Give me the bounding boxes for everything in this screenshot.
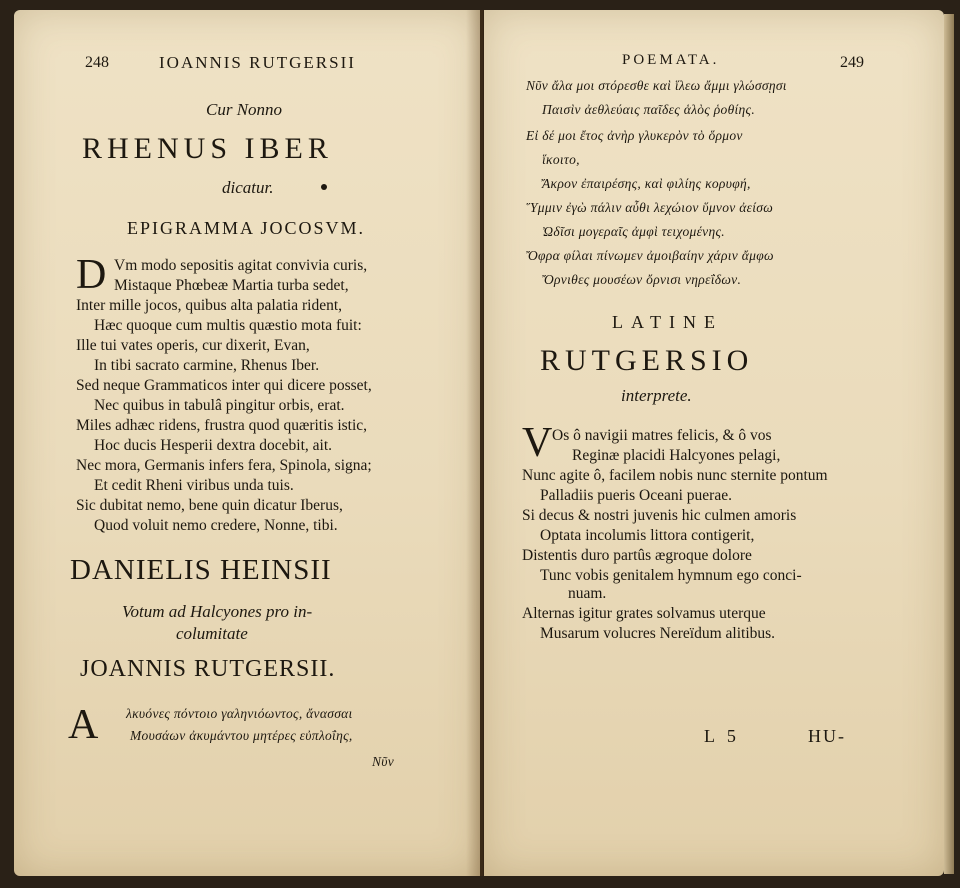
rutgersio-heading: RUTGERSIO xyxy=(540,344,754,377)
verse-line: Alternas igitur grates solvamus uterque xyxy=(522,605,766,622)
greek-line: Ὕμμιν ἐγὼ πάλιν αὖθι λεχώιον ὕμνον ἀείσω xyxy=(526,200,774,215)
greek-line: Ὄφρα φίλαι πίνωμεν ἀμοιβαίην χάριν ἄμφω xyxy=(526,248,774,263)
verse-line: Miles adhæc ridens, frustra quod quæritis istic, xyxy=(76,417,368,434)
greek-drop-cap: A xyxy=(68,702,99,748)
verse-line: Optata incolumis littora contigerit, xyxy=(540,527,755,544)
votum-line-1: Votum ad Halcyones pro in- xyxy=(122,602,313,621)
catchword: HU- xyxy=(808,726,846,746)
votum-line-2: columitate xyxy=(176,624,248,643)
verse-line: Nunc agite ô, facilem nobis nunc sternite pontum xyxy=(522,467,828,484)
greek-line: Νῦν ἄλα μοι στόρεσθε καὶ ἵλεω ἄμμι γλώσσῃσι xyxy=(526,78,787,93)
verse-line: Hæc quoque cum multis quæstio mota fuit: xyxy=(94,317,362,334)
verse-line: Musarum volucres Nereïdum alitibus. xyxy=(540,625,776,642)
running-head: IOANNIS RUTGERSII xyxy=(159,53,356,72)
greek-line: Ὄρνιθες μουσέων ὄρνισι νηρεΐδων. xyxy=(542,272,742,287)
catchword: Νῦν xyxy=(372,754,395,769)
verse-line: Sed neque Grammaticos inter qui dicere posset, xyxy=(76,377,372,394)
verse-line: Distentis duro partûs ægroque dolore xyxy=(522,547,752,564)
author-heading: DANIELIS HEINSII xyxy=(70,554,332,586)
verse-line: Mistaque Phœbeæ Martia turba sedet, xyxy=(114,277,349,294)
verse-line: Si decus & nostri juvenis hic culmen amoris xyxy=(522,507,797,524)
verse-line: Nec quibus in tabulâ pingitur orbis, erat. xyxy=(94,397,345,414)
greek-line: Μουσάων ἀκυμάντου μητέρες εὐπλοΐης, xyxy=(130,728,353,743)
verse-line: Palladiis pueris Oceani puerae. xyxy=(540,487,732,504)
left-page xyxy=(14,10,480,876)
page-number: 248 xyxy=(85,54,109,71)
verse-line: Nec mora, Germanis infers fera, Spinola, signa; xyxy=(76,457,372,474)
greek-line: Ἄκρον ἐπαιρέσης, καὶ φιλίης κορυφή, xyxy=(542,176,751,191)
drop-cap: V xyxy=(522,420,553,466)
greek-line: Παισὶν ἀεθλεύαις παῖδες ἁλὸς ῥοθίης. xyxy=(542,102,755,117)
interprete-line: interprete. xyxy=(621,386,692,405)
latine-heading: LATINE xyxy=(612,312,723,332)
verse-line: nuam. xyxy=(568,585,607,602)
poem-title: RHENUS IBER xyxy=(82,132,333,165)
verse-line: Tunc vobis genitalem hymnum ego conci- xyxy=(540,567,802,584)
verse-line: Sic dubitat nemo, bene quin dicatur Iberus, xyxy=(76,497,343,514)
greek-line: ἵκοιτο, xyxy=(542,152,580,167)
signature-mark: L 5 xyxy=(704,726,740,746)
verse-line: In tibi sacrato carmine, Rhenus Iber. xyxy=(94,357,320,374)
dicatur-line: dicatur. xyxy=(222,178,274,197)
verse-line: Reginæ placidi Halcyones pelagi, xyxy=(572,447,781,464)
epigram-subtitle: EPIGRAMMA JOCOSVM. xyxy=(127,218,366,238)
greek-line: λκυόνες πόντοιο γαληνιόωντος, ἄνασσαι xyxy=(126,706,353,721)
addressee-heading: JOANNIS RUTGERSII. xyxy=(80,656,336,682)
greek-line: Ὠδῖσι μογεραῖς ἀμφὶ τειχομένης. xyxy=(542,224,725,239)
ornament-dot xyxy=(321,184,327,190)
verse-line: Inter mille jocos, quibus alta palatia rident, xyxy=(76,297,343,314)
greek-line: Εἰ δέ μοι ἔτος ἀνὴρ γλυκερὸν τὸ ὅρμον xyxy=(526,128,743,143)
cur-line: Cur Nonno xyxy=(206,100,283,119)
page-number: 249 xyxy=(840,54,864,71)
right-page xyxy=(484,10,944,876)
running-head: POEMATA. xyxy=(622,52,720,68)
verse-line: Ille tui vates operis, cur dixerit, Evan, xyxy=(76,337,310,354)
verse-line: Hoc ducis Hesperii dextra docebit, ait. xyxy=(94,437,333,454)
page-edge xyxy=(944,14,954,874)
drop-cap: D xyxy=(76,252,107,298)
verse-line: Quod voluit nemo credere, Nonne, tibi. xyxy=(94,517,338,534)
verse-line: Vm modo sepositis agitat convivia curis, xyxy=(114,257,368,274)
verse-line: Os ô navigii matres felicis, & ô vos xyxy=(552,427,772,444)
verse-line: Et cedit Rheni viribus unda tuis. xyxy=(94,477,294,494)
